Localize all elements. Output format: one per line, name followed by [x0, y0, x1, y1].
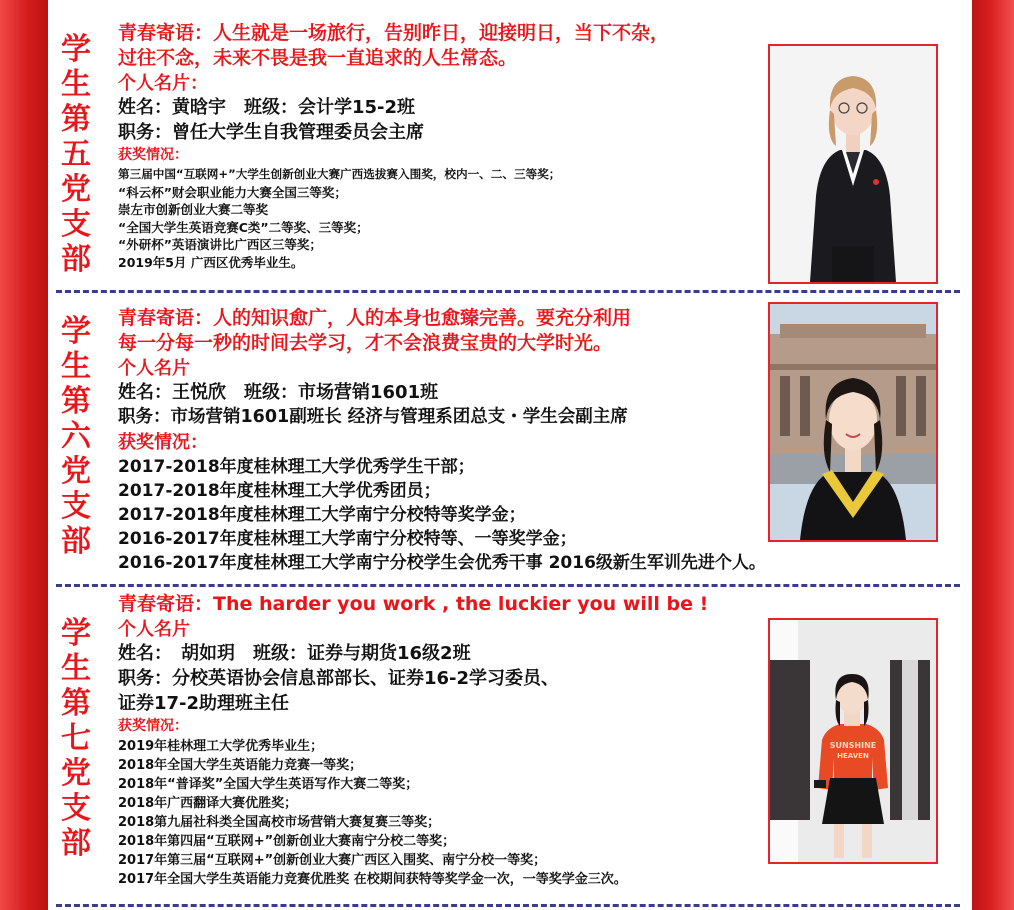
- award-item: “科云杯”财会职业能力大赛全国三等奖；: [118, 184, 347, 200]
- position-line: 职务：市场营销1601副班长 经济与管理系团总支・学生会副主席: [118, 407, 628, 427]
- award-item: 2016-2017年度桂林理工大学南宁分校学生会优秀干事 2016级新生军训先进个人。: [118, 553, 766, 573]
- awards-list: [118, 166, 818, 271]
- awards-label: 获奖情况：: [118, 718, 188, 734]
- award-item: 2017年第三届“互联网+”创新创业大赛广西区入围奖、南宁分校一等奖；: [118, 853, 547, 868]
- section-divider: [56, 904, 960, 907]
- motto-line: 每一分每一秒的时间去学习，才不会浪费宝贵的大学时光。: [118, 332, 613, 354]
- award-item: 2019年桂林理工大学优秀毕业生；: [118, 739, 324, 754]
- awards-label: 获奖情况：: [118, 432, 208, 453]
- award-item: 2017年全国大学生英语能力竞赛优胜奖 在校期间获特等奖学金一次，一等奖学金三次。: [118, 872, 627, 887]
- card-label: 个人名片: [118, 358, 190, 379]
- branch-title: 学 生 第 六 党 支 部: [61, 314, 91, 559]
- award-item: 2019年5月 广西区优秀毕业生。: [118, 254, 304, 270]
- award-item: 2017-2018年度桂林理工大学南宁分校特等奖学金；: [118, 505, 526, 525]
- full-body-photo-icon: [768, 618, 938, 864]
- branch-section-5: [48, 0, 972, 290]
- branch-title: 学 生 第 七 党 支 部: [61, 616, 91, 861]
- award-item: 2018年全国大学生英语能力竞赛一等奖；: [118, 758, 363, 773]
- portrait-photo-icon: [768, 44, 938, 284]
- awards-label: 获奖情况：: [118, 147, 188, 163]
- shirt-text: HEAVEN: [837, 752, 869, 760]
- motto-line: 青春寄语：人的知识愈广，人的本身也愈臻完善。要充分利用: [118, 307, 632, 329]
- award-item: 2016-2017年度桂林理工大学南宁分校特等、一等奖学金；: [118, 529, 577, 549]
- branch-title: 学 生 第 五 党 支 部: [61, 32, 91, 277]
- card-label: 个人名片: [118, 619, 190, 640]
- left-red-border: [0, 0, 48, 910]
- award-item: 2017-2018年度桂林理工大学优秀团员；: [118, 481, 441, 501]
- right-red-border: [972, 0, 1014, 910]
- award-item: “外研杯”英语演讲比广西区三等奖；: [118, 237, 322, 252]
- motto-line: 青春寄语：The harder you work , the luckier you will be !: [118, 593, 709, 615]
- motto-line: 青春寄语：人生就是一场旅行，告别昨日，迎接明日，当下不杂，: [118, 22, 670, 44]
- position-line: 职务：分校英语协会信息部部长、证券16-2学习委员、: [118, 668, 560, 689]
- award-item: 2018年第四届“互联网+”创新创业大赛南宁分校二等奖；: [118, 834, 456, 849]
- card-label: 个人名片：: [118, 73, 208, 94]
- shirt-text: SUNSHINE: [829, 741, 877, 750]
- name-class-line: 姓名： 胡如玥 班级：证券与期货16级2班: [118, 643, 471, 664]
- award-item: 2018第九届社科类全国高校市场营销大赛复赛三等奖；: [118, 815, 441, 830]
- award-item: 第三届中国“互联网+”大学生创新创业大赛广西选拔赛入围奖，校内一、二、三等奖；: [118, 167, 561, 181]
- profile-text: [118, 21, 818, 271]
- award-item: 2017-2018年度桂林理工大学优秀学生干部；: [118, 457, 475, 477]
- position-line: 职务：曾任大学生自我管理委员会主席: [118, 122, 424, 143]
- award-item: 崇左市创新创业大赛二等奖: [118, 202, 269, 217]
- name-class-line: 姓名：王悦欣 班级：市场营销1601班: [118, 382, 439, 403]
- name-class-line: 姓名：黄晗宇 班级：会计学15-2班: [118, 97, 416, 118]
- graduation-photo-icon: [768, 302, 938, 542]
- award-item: 2018年“普译奖”全国大学生英语写作大赛二等奖；: [118, 777, 419, 792]
- branch-section-7: [48, 586, 972, 904]
- motto-line: 过往不念，未来不畏是我一直追求的人生常态。: [118, 47, 518, 69]
- position-line: 证券17-2助理班主任: [118, 693, 290, 714]
- award-item: “全国大学生英语竞赛C类”二等奖、三等奖；: [118, 219, 369, 235]
- branch-section-6: [48, 292, 972, 584]
- profile-sheet: [48, 0, 972, 910]
- award-item: 2018年广西翻译大赛优胜奖；: [118, 796, 298, 811]
